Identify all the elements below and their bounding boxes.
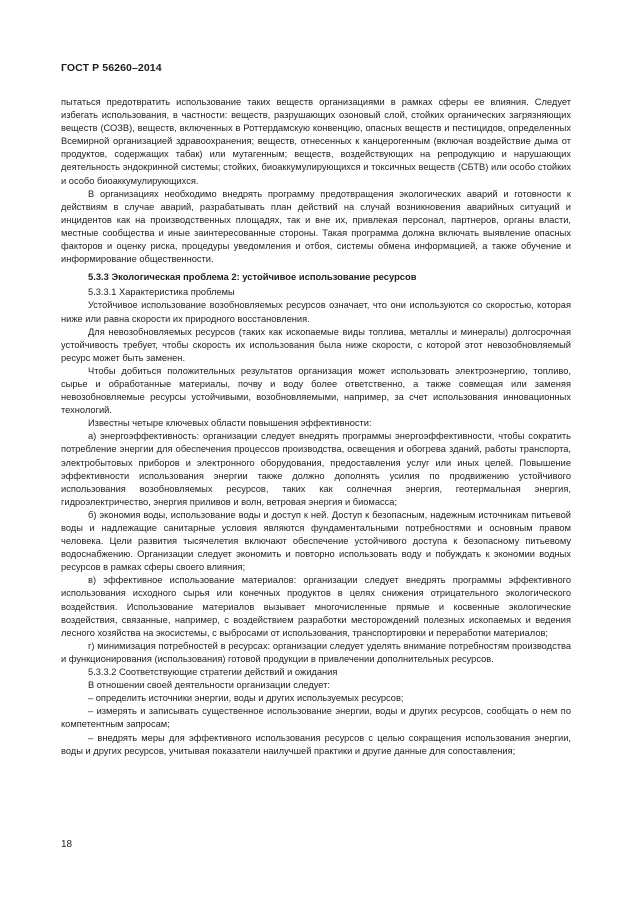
paragraph-organization-should: В отношении своей деятельности организации следует: [88, 680, 331, 691]
section-heading-5-3-3: 5.3.3 Экологическая проблема 2: устойчивое использование ресурсов [88, 271, 417, 283]
paragraph-renewable-resources: Устойчивое использование возобновляемых ресурсов означает, что они используются со скоростью, которая ниже или равна скорости их природного восстановления. [61, 300, 571, 324]
subsection-heading-5-3-3-1: 5.3.3.1 Характеристика проблемы [88, 287, 235, 298]
list-item-measure-record: – измерять и записывать существенное использование энергии, воды и других ресурсов, сообщать о нем по компетентным запросам; [61, 706, 571, 730]
list-item-implement-measures: – внедрять меры для эффективного использования ресурсов с целью сокращения использования энергии, воды и других ресурсов, учитывая показатели наилучшей практики и другие данные для сопоставления; [61, 732, 571, 756]
list-item-water-conservation: б) экономия воды, использование воды и доступ к ней. Доступ к безопасным, надежным источникам питьевой воды и надлежащие санитарные условия являются фундаментальными потребностями и основным правом человека. Цели развития тысячелетия включают обеспечение устойчивого доступа к безопасному питьевому водоснабжению. Организации следует экономить и повторно использовать воду и побуждать к экономии водных ресурсов в рамках сферы своего влияния; [61, 509, 571, 573]
paragraph-positive-results: Чтобы добиться положительных результатов организация может использовать электроэнергию, топливо, сырье и обработанные материалы, почву и воду более ответственно, а также совмещая или заменяя невозобновляемые ресурсы устойчивыми, возобновляемыми, например, за счет использования инновационных технологий. [61, 365, 571, 416]
list-item-identify-sources: – определить источники энергии, воды и других используемых ресурсов; [88, 693, 404, 704]
paragraph-hazardous-substances-continued: пытаться предотвратить использование таких веществ организациями в рамках сферы ее влияния. Следует избегать использования, в частности: веществ, разрушающих озоновый слой, стойких органических загрязняющих веществ (СОЗВ), веществ, включенных в Роттердамскую конвенцию, опасных веществ и пестицидов, определенных Всемирной организацией здравоохранения; веществ, отнесенных к канцерогенным (включая воздействие дыма от продуктов, содержащих табак) или мутагенным; веществ, воздействующих на репродукцию и нарушающих деятельность эндокринной системы; стойких, биоаккумулирующихся и токсичных веществ (СБТВ) или особо стойких и особо биоаккумулирующихся. [61, 97, 571, 186]
document-body [61, 96, 571, 758]
paragraph-four-key-areas: Известны четыре ключевых области повышения эффективности: [88, 418, 372, 429]
paragraph-nonrenewable-resources: Для невозобновляемых ресурсов (таких как ископаемые виды топлива, металлы и минералы) долгосрочная устойчивость требует, чтобы скорость их использования была ниже скорости, с которой этот невозобновляемый ресурс может быть заменен. [61, 326, 571, 363]
paragraph-accident-prevention: В организациях необходимо внедрять программу предотвращения экологических аварий и готовности к действиям в случае аварий, разрабатывать план действий на случай возникновения аварийных ситуаций и инцидентов как на производственных площадях, так и вне их, привлекая персонал, партнеров, органы власти, местные сообщества и иные заинтересованные стороны. Такая программа должна включать выявление опасных факторов и оценку риска, процедуры уведомления и отбоя, системы обмена информацией, а также обучение и информирование общественности. [61, 188, 571, 265]
page-number: 18 [61, 839, 73, 850]
subsection-heading-5-3-3-2: 5.3.3.2 Соответствующие стратегии действий и ожидания [88, 667, 338, 678]
list-item-resource-minimization: г) минимизация потребностей в ресурсах: организации следует уделять внимание потребностям производства и функционирования (использования) готовой продукции в привлечении дополнительных ресурсов. [61, 640, 571, 664]
document-standard-header: ГОСТ Р 56260–2014 [61, 62, 162, 74]
list-item-material-efficiency: в) эффективное использование материалов: организации следует внедрять программы эффективного использования исходного сырья или конечных продуктов в целях снижения отрицательного экологического воздействия. Использование материалов вызывает многочисленные прямые и косвенные экологические воздействия, связанные, например, с воздействием разработки месторождений полезных ископаемых и ведения лесного хозяйства на экосистемы, с выбросами от использования, транспортировки и переработки материалов; [61, 575, 571, 638]
list-item-energy-efficiency: а) энергоэффективность: организации следует внедрять программы энергоэффективности, чтобы сократить потребление энергии для обеспечения процессов производства, освещения и обогрева зданий, работы транспорта, электробытовых приборов и электронного оборудования, предоставления услуг или иных целей. Повышение эффективности использования энергии также должно дополнять усилия по продвижению устойчивого использования возобновляемых ресурсов, таких как солнечная энергия, геотермальная энергия, гидроэлектричество, энергия приливов и волн, ветровая энергия и биомасса; [61, 431, 571, 507]
